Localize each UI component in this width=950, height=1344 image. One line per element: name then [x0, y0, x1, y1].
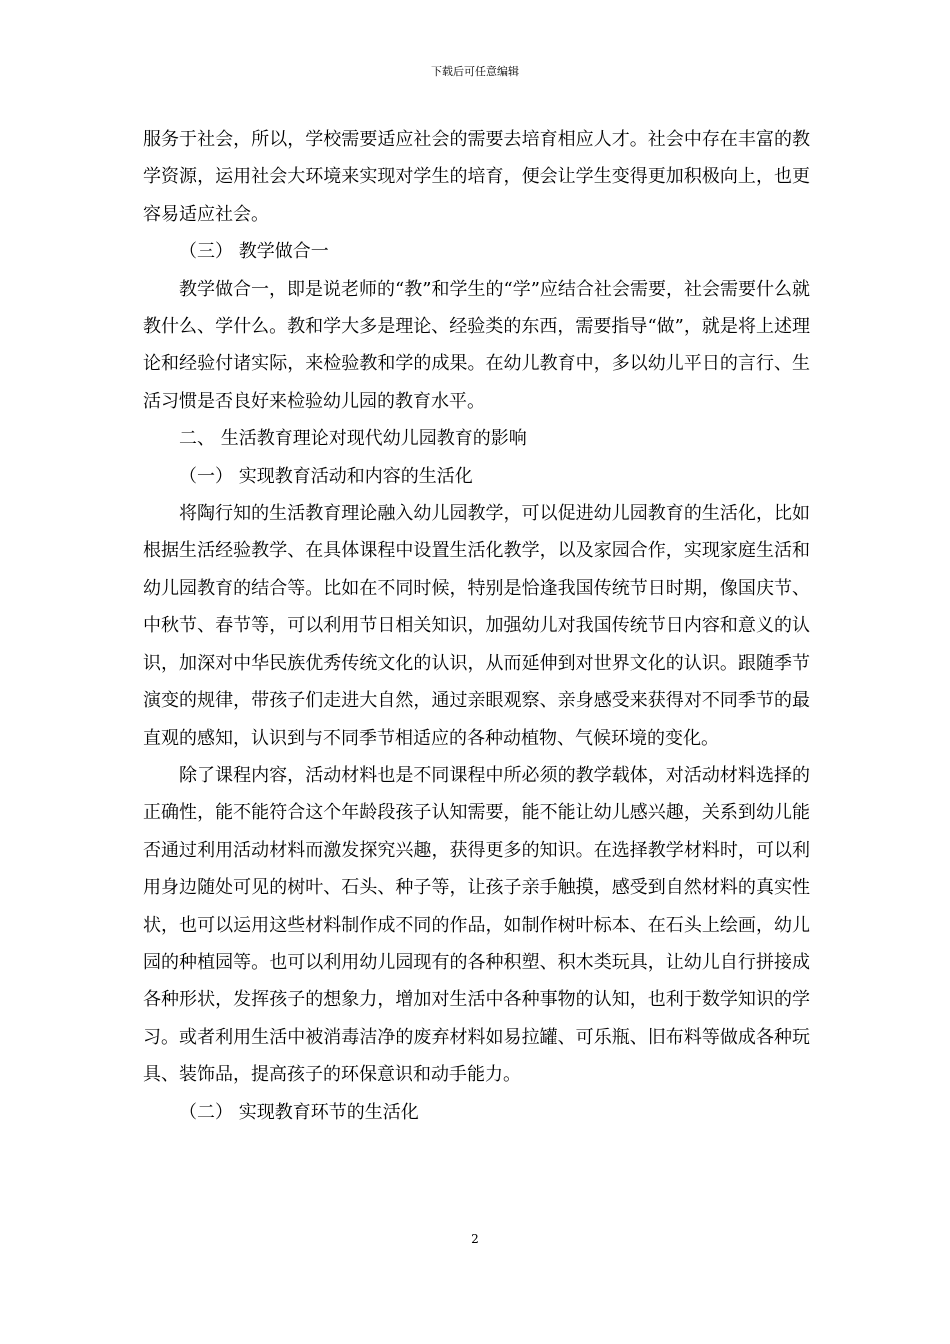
section-heading: （一） 实现教育活动和内容的生活化	[179, 465, 473, 487]
paragraph: 将陶行知的生活教育理论融入幼儿园教学，可以促进幼儿园教育的生活化，比如根据生活经验教学、在具体课程中设置生活化教学，以及家园合作，实现家庭生活和幼儿园教育的结合等。比如在不同时候，特别是恰逢我国传统节日时期，像国庆节、中秋节、春节等，可以利用节日相关知识，加强幼儿对我国传统节日内容和意义的认识，加深对中华民族优秀传统文化的认识，从而延伸到对世界文化的认识。跟随季节演变的规律，带孩子们走进大自然，通过亲眼观察、亲身感受来获得对不同季节的最直观的感知，认识到与不同季节相适应的各种动植物、气候环境的变化。	[143, 503, 810, 749]
paragraph: 除了课程内容，活动材料也是不同课程中所必须的教学载体，对活动材料选择的正确性，能不能符合这个年龄段孩子认知需要，能不能让幼儿感兴趣，关系到幼儿能否通过利用活动材料而激发探究兴趣，获得更多的知识。在选择教学材料时，可以利用身边随处可见的树叶、石头、种子等，让孩子亲手触摸，感受到自然材料的真实性状，也可以运用这些材料制作成不同的作品，如制作树叶标本、在石头上绘画，幼儿园的种植园等。也可以利用幼儿园现有的各种积塑、积木类玩具，让幼儿自行拼接成各种形状，发挥孩子的想象力，增加对生活中各种事物的认知，也利于数学知识的学习。或者利用生活中被消毒洁净的废弃材料如易拉罐、可乐瓶、旧布料等做成各种玩具、装饰品，提高孩子的环保意识和动手能力。	[143, 764, 810, 1086]
section-heading: （二） 实现教育环节的生活化	[179, 1101, 419, 1123]
section-heading: 二、 生活教育理论对现代幼儿园教育的影响	[179, 428, 527, 450]
section-heading: （三） 教学做合一	[179, 241, 329, 263]
paragraph: 教学做合一，即是说老师的“教”和学生的“学”应结合社会需要，社会需要什么就教什么、学什么。教和学大多是理论、经验类的东西，需要指导“做”，就是将上述理论和经验付诸实际，来检验教和学的成果。在幼儿教育中，多以幼儿平日的言行、生活习惯是否良好来检验幼儿园的教育水平。	[143, 278, 810, 412]
page-header: 下载后可任意编辑	[431, 65, 519, 78]
document-body	[143, 121, 810, 1131]
paragraph: 服务于社会，所以，学校需要适应社会的需要去培育相应人才。社会中存在丰富的教学资源，运用社会大环境来实现对学生的培育，便会让学生变得更加积极向上，也更容易适应社会。	[143, 129, 810, 225]
page-number: 2	[471, 1232, 479, 1246]
